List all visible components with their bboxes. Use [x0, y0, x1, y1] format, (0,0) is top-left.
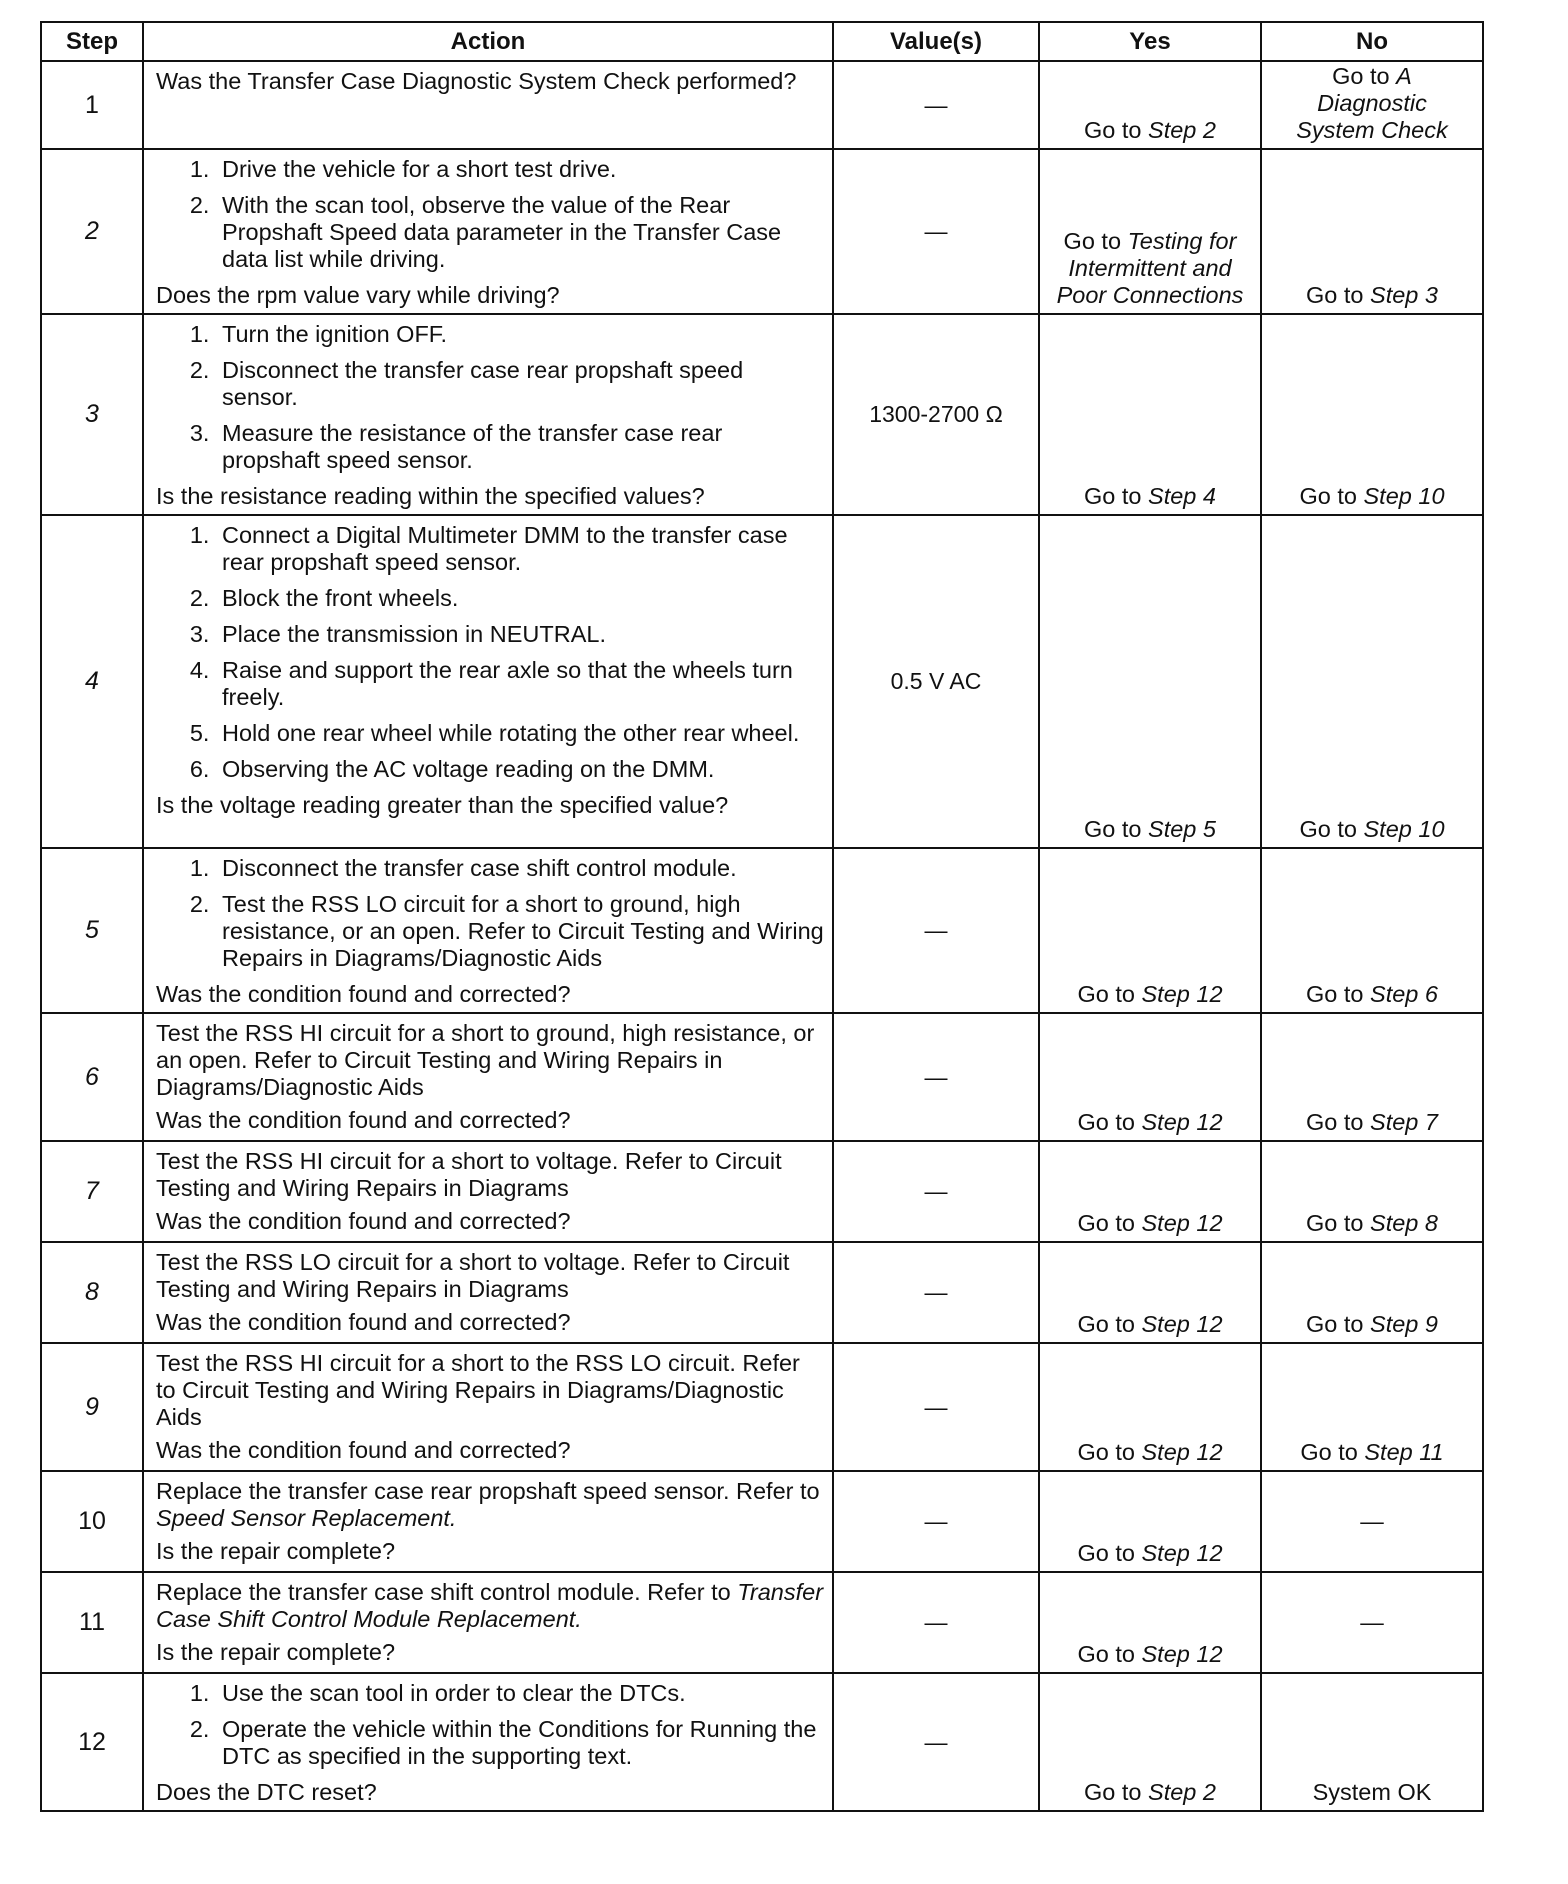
- action-item: 2. Disconnect the transfer case rear propshaft speed sensor.: [216, 357, 824, 411]
- yes-prefix: Go to: [1077, 1311, 1135, 1337]
- table-row-step-8: [41, 1242, 1483, 1343]
- step-number: 5: [41, 848, 143, 1013]
- yes-link[interactable]: Step 12: [1141, 1210, 1223, 1236]
- no-cell: [1261, 515, 1483, 848]
- yes-cell: [1039, 1343, 1261, 1471]
- no-link[interactable]: A Diagnostic System Check: [1296, 63, 1448, 143]
- step-number: 1: [41, 61, 143, 149]
- step-number: 12: [41, 1673, 143, 1811]
- step-number: 6: [41, 1013, 143, 1141]
- no-prefix: Go to: [1306, 1109, 1364, 1135]
- value-cell: —: [833, 1471, 1039, 1572]
- action-item: 4. Raise and support the rear axle so that the wheels turn freely.: [216, 657, 824, 711]
- table-row-step-3: [41, 314, 1483, 515]
- no-cell: [1261, 149, 1483, 314]
- no-cell: [1261, 848, 1483, 1013]
- action-question: Does the DTC reset?: [156, 1779, 377, 1805]
- no-prefix: Go to: [1306, 1311, 1364, 1337]
- action-cell: [143, 1572, 833, 1673]
- no-cell: —: [1261, 1572, 1483, 1673]
- action-question: Is the repair complete?: [156, 1538, 396, 1564]
- no-cell: [1261, 314, 1483, 515]
- yes-prefix: Go to: [1063, 228, 1122, 254]
- header-yes: Yes: [1039, 22, 1261, 61]
- no-link[interactable]: Step 10: [1363, 483, 1445, 509]
- yes-prefix: Go to: [1084, 117, 1142, 143]
- action-question: Was the condition found and corrected?: [156, 1208, 571, 1234]
- diagnostic-table: [40, 21, 1484, 1812]
- action-item: 2. Block the front wheels.: [216, 585, 824, 612]
- yes-link[interactable]: Step 12: [1141, 1641, 1223, 1667]
- value-cell: —: [833, 1673, 1039, 1811]
- procedure-link: Transfer Case Shift Control Module Replacement.: [156, 1579, 824, 1632]
- yes-cell: [1039, 1673, 1261, 1811]
- yes-cell: [1039, 1141, 1261, 1242]
- action-cell: [143, 1013, 833, 1141]
- table-row-step-10: [41, 1471, 1483, 1572]
- no-prefix: Go to: [1306, 282, 1364, 308]
- action-cell: [143, 1242, 833, 1343]
- yes-cell: [1039, 314, 1261, 515]
- yes-prefix: Go to: [1077, 1540, 1135, 1566]
- action-question: Was the condition found and corrected?: [156, 981, 571, 1007]
- yes-link[interactable]: Step 2: [1148, 1779, 1216, 1805]
- action-steps-list: [156, 321, 824, 474]
- no-cell: [1261, 1013, 1483, 1141]
- yes-prefix: Go to: [1084, 816, 1142, 842]
- action-item: 5. Hold one rear wheel while rotating the other rear wheel.: [216, 720, 824, 747]
- yes-cell: [1039, 1013, 1261, 1141]
- action-question: Is the voltage reading greater than the specified value?: [156, 792, 729, 818]
- action-cell: [143, 1141, 833, 1242]
- no-link[interactable]: Step 6: [1370, 981, 1438, 1007]
- action-cell: [143, 1673, 833, 1811]
- yes-prefix: Go to: [1077, 1439, 1135, 1465]
- no-cell: [1261, 1141, 1483, 1242]
- no-link[interactable]: Step 10: [1363, 816, 1445, 842]
- step-number: 10: [41, 1471, 143, 1572]
- no-cell: [1261, 61, 1483, 149]
- table-row-step-12: [41, 1673, 1483, 1811]
- action-item: 2. Operate the vehicle within the Conditions for Running the DTC as specified in the supporting text.: [216, 1716, 824, 1770]
- yes-cell: [1039, 1242, 1261, 1343]
- value-cell: —: [833, 149, 1039, 314]
- yes-cell: [1039, 61, 1261, 149]
- table-row-step-6: [41, 1013, 1483, 1141]
- yes-link[interactable]: Testing for Intermittent and Poor Connections: [1056, 228, 1244, 308]
- yes-link[interactable]: Step 2: [1148, 117, 1216, 143]
- action-cell: [143, 515, 833, 848]
- value-cell: —: [833, 61, 1039, 149]
- value-cell: —: [833, 1141, 1039, 1242]
- action-text: Test the RSS HI circuit for a short to the RSS LO circuit. Refer to Circuit Testing and Wiring Repairs in Diagrams/Diagnostic Aids: [156, 1350, 800, 1430]
- yes-link[interactable]: Step 12: [1141, 1439, 1223, 1465]
- header-action: Action: [143, 22, 833, 61]
- step-number: 8: [41, 1242, 143, 1343]
- no-prefix: Go to: [1300, 1439, 1358, 1465]
- no-cell: [1261, 1343, 1483, 1471]
- yes-prefix: Go to: [1077, 1641, 1135, 1667]
- value-cell: —: [833, 1242, 1039, 1343]
- header-row: [41, 22, 1483, 61]
- action-question: Does the rpm value vary while driving?: [156, 282, 560, 308]
- no-link[interactable]: Step 9: [1370, 1311, 1438, 1337]
- yes-link[interactable]: Step 12: [1141, 981, 1223, 1007]
- no-cell: System OK: [1261, 1673, 1483, 1811]
- value-cell: —: [833, 1343, 1039, 1471]
- action-question: Was the condition found and corrected?: [156, 1107, 571, 1133]
- table-row-step-4: [41, 515, 1483, 848]
- yes-cell: [1039, 1471, 1261, 1572]
- action-item: 3. Measure the resistance of the transfer case rear propshaft speed sensor.: [216, 420, 824, 474]
- value-cell: 0.5 V AC: [833, 515, 1039, 848]
- step-number: 4: [41, 515, 143, 848]
- action-question: Is the repair complete?: [156, 1639, 396, 1665]
- yes-cell: [1039, 515, 1261, 848]
- no-cell: [1261, 1242, 1483, 1343]
- value-cell: —: [833, 1013, 1039, 1141]
- action-item: 2. Test the RSS LO circuit for a short to ground, high resistance, or an open. Refer to Circuit Testing and Wiring Repairs in Diagrams/Diagnostic Aids: [216, 891, 824, 972]
- action-steps-list: [156, 1680, 824, 1770]
- action-text: Test the RSS LO circuit for a short to voltage. Refer to Circuit Testing and Wiring Repairs in Diagrams: [156, 1249, 790, 1302]
- yes-link[interactable]: Step 5: [1148, 816, 1216, 842]
- step-number: 7: [41, 1141, 143, 1242]
- action-cell: [143, 1343, 833, 1471]
- value-cell: —: [833, 1572, 1039, 1673]
- no-prefix: Go to: [1299, 816, 1357, 842]
- step-number: 11: [41, 1572, 143, 1673]
- step-number: 2: [41, 149, 143, 314]
- action-steps-list: [156, 522, 824, 783]
- action-steps-list: [156, 156, 824, 273]
- action-item: 1. Use the scan tool in order to clear the DTCs.: [216, 1680, 824, 1707]
- action-cell: [143, 149, 833, 314]
- yes-cell: [1039, 1572, 1261, 1673]
- no-prefix: Go to: [1332, 63, 1390, 89]
- yes-link[interactable]: Step 12: [1141, 1540, 1223, 1566]
- yes-link[interactable]: Step 12: [1141, 1311, 1223, 1337]
- table-row-step-11: [41, 1572, 1483, 1673]
- action-text: Replace the transfer case rear propshaft speed sensor. Refer to Speed Sensor Replacement.: [156, 1478, 820, 1531]
- yes-prefix: Go to: [1077, 1210, 1135, 1236]
- action-text: Replace the transfer case shift control module. Refer to Transfer Case Shift Control Module Replacement.: [156, 1579, 824, 1632]
- no-link[interactable]: Step 11: [1364, 1439, 1444, 1465]
- procedure-link: Speed Sensor Replacement.: [156, 1505, 457, 1531]
- yes-cell: [1039, 848, 1261, 1013]
- no-link[interactable]: Step 3: [1370, 282, 1438, 308]
- no-link[interactable]: Step 8: [1370, 1210, 1438, 1236]
- action-item: 2. With the scan tool, observe the value of the Rear Propshaft Speed data parameter in the Transfer Case data list while driving.: [216, 192, 824, 273]
- action-text: Test the RSS HI circuit for a short to ground, high resistance, or an open. Refer to Circuit Testing and Wiring Repairs in Diagrams/Diagnostic Aids: [156, 1020, 815, 1100]
- action-text: Test the RSS HI circuit for a short to voltage. Refer to Circuit Testing and Wiring Repairs in Diagrams: [156, 1148, 782, 1201]
- table-row-step-9: [41, 1343, 1483, 1471]
- action-text: Was the Transfer Case Diagnostic System Check performed?: [156, 68, 797, 94]
- yes-link[interactable]: Step 12: [1141, 1109, 1223, 1135]
- header-no: No: [1261, 22, 1483, 61]
- step-number: 3: [41, 314, 143, 515]
- yes-prefix: Go to: [1077, 981, 1135, 1007]
- yes-link[interactable]: Step 4: [1148, 483, 1216, 509]
- value-cell: 1300-2700 Ω: [833, 314, 1039, 515]
- value-cell: —: [833, 848, 1039, 1013]
- step-number: 9: [41, 1343, 143, 1471]
- action-cell: [143, 61, 833, 149]
- action-item: 3. Place the transmission in NEUTRAL.: [216, 621, 824, 648]
- yes-prefix: Go to: [1084, 483, 1142, 509]
- no-cell: —: [1261, 1471, 1483, 1572]
- action-item: 6. Observing the AC voltage reading on the DMM.: [216, 756, 824, 783]
- no-prefix: Go to: [1306, 1210, 1364, 1236]
- header-values: Value(s): [833, 22, 1039, 61]
- action-item: 1. Turn the ignition OFF.: [216, 321, 824, 348]
- action-cell: [143, 848, 833, 1013]
- yes-cell: [1039, 149, 1261, 314]
- action-steps-list: [156, 855, 824, 972]
- table-row-step-2: [41, 149, 1483, 314]
- action-item: 1. Drive the vehicle for a short test drive.: [216, 156, 824, 183]
- yes-prefix: Go to: [1077, 1109, 1135, 1135]
- yes-prefix: Go to: [1084, 1779, 1142, 1805]
- action-cell: [143, 1471, 833, 1572]
- action-item: 1. Disconnect the transfer case shift control module.: [216, 855, 824, 882]
- header-step: Step: [41, 22, 143, 61]
- action-cell: [143, 314, 833, 515]
- action-question: Was the condition found and corrected?: [156, 1309, 571, 1335]
- action-item: 1. Connect a Digital Multimeter DMM to the transfer case rear propshaft speed sensor.: [216, 522, 824, 576]
- no-prefix: Go to: [1299, 483, 1357, 509]
- no-prefix: Go to: [1306, 981, 1364, 1007]
- table-row-step-5: [41, 848, 1483, 1013]
- action-question: Was the condition found and corrected?: [156, 1437, 571, 1463]
- action-question: Is the resistance reading within the specified values?: [156, 483, 705, 509]
- no-link[interactable]: Step 7: [1370, 1109, 1438, 1135]
- table-row-step-7: [41, 1141, 1483, 1242]
- table-row-step-1: [41, 61, 1483, 149]
